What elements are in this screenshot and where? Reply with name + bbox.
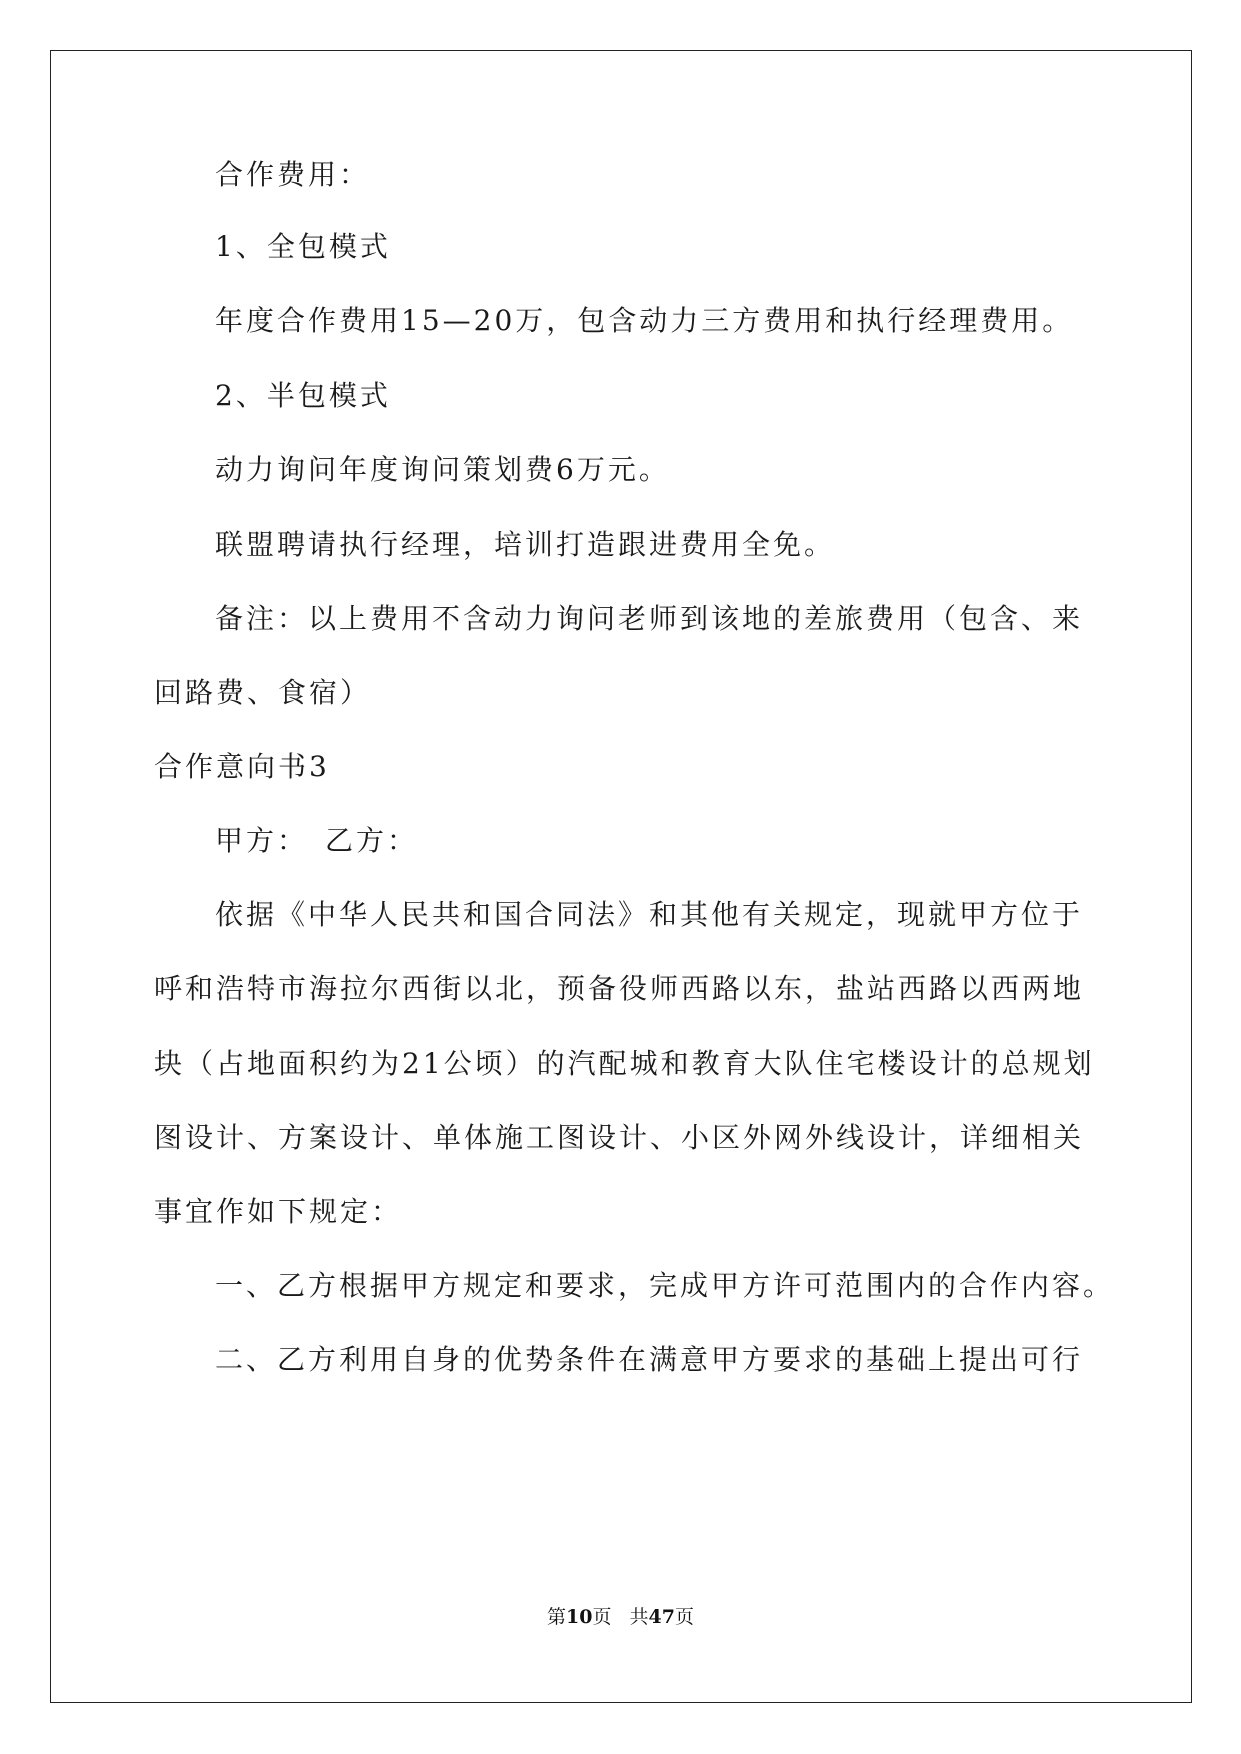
paragraph-line: 块（占地面积约为21公顷）的汽配城和教育大队住宅楼设计的总规划 <box>154 1047 1095 1080</box>
paragraph-line: 合作费用： <box>215 158 371 191</box>
paragraph-line: 年度合作费用15—20万，包含动力三方费用和执行经理费用。 <box>215 304 1074 337</box>
footer-page-unit: 页 <box>592 1606 612 1628</box>
footer-total-prefix: 共 <box>629 1606 649 1628</box>
page-border <box>50 50 1192 1703</box>
footer-prefix: 第 <box>547 1606 567 1628</box>
paragraph-line: 甲方： 乙方： <box>215 824 419 857</box>
paragraph-line: 联盟聘请执行经理，培训打造跟进费用全免。 <box>215 528 836 561</box>
paragraph-line: 动力询问年度询问策划费6万元。 <box>215 453 670 486</box>
paragraph-line: 2、半包模式 <box>215 379 391 412</box>
total-page-count: 47 <box>648 1606 675 1628</box>
paragraph-line: 一、乙方根据甲方规定和要求，完成甲方许可范围内的合作内容。 <box>215 1269 1115 1302</box>
paragraph-line: 事宜作如下规定： <box>154 1195 403 1228</box>
footer-total-unit: 页 <box>674 1606 694 1628</box>
section-heading: 合作意向书3 <box>154 750 330 783</box>
paragraph-line: 回路费、食宿） <box>154 676 372 709</box>
paragraph-line: 1、全包模式 <box>215 230 391 263</box>
paragraph-line: 二、乙方利用自身的优势条件在满意甲方要求的基础上提出可行 <box>215 1343 1084 1376</box>
paragraph-line: 备注：以上费用不含动力询问老师到该地的差旅费用（包含、来 <box>215 602 1084 635</box>
paragraph-line: 图设计、方案设计、单体施工图设计、小区外网外线设计，详细相关 <box>154 1121 1085 1154</box>
page-footer <box>0 1605 1241 1629</box>
current-page-number: 10 <box>566 1606 593 1628</box>
paragraph-line: 呼和浩特市海拉尔西街以北，预备役师西路以东，盐站西路以西两地 <box>154 972 1085 1005</box>
paragraph-line: 依据《中华人民共和国合同法》和其他有关规定，现就甲方位于 <box>215 898 1084 931</box>
